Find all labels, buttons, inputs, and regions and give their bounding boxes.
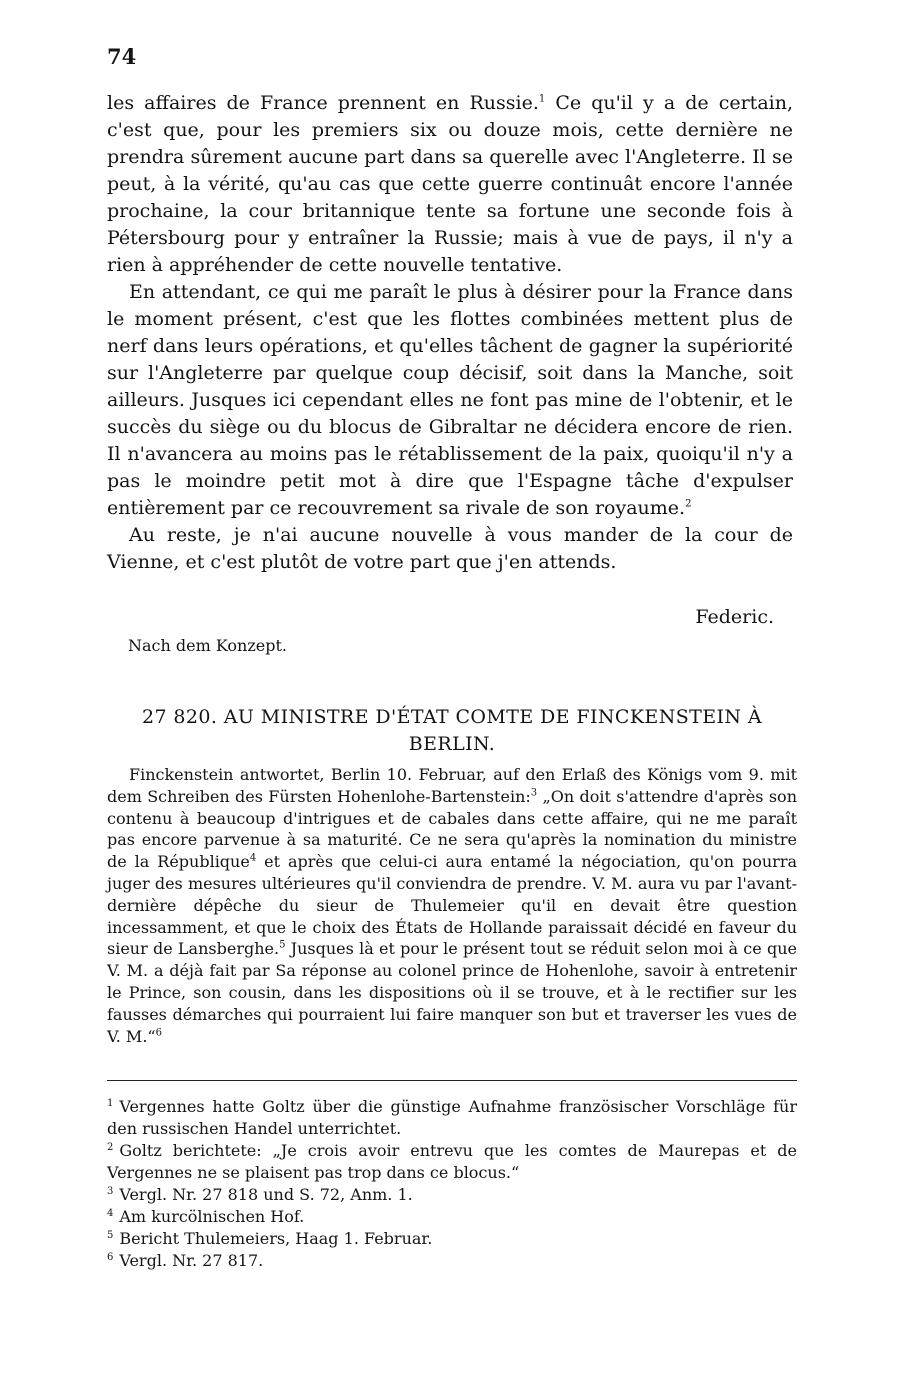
footnote-divider <box>107 1080 797 1081</box>
page-number: 74 <box>107 44 137 69</box>
footnote-mark: 4 <box>107 1207 114 1219</box>
footnotes <box>107 1096 797 1272</box>
signature: Federic. <box>695 606 774 628</box>
paragraph <box>107 90 793 279</box>
paragraph: Au reste, je n'ai aucune nouvelle à vous mander de la cour de Vienne, et c'est plutôt de votre part que j'en attends. <box>107 524 793 573</box>
footnote-text: Vergl. Nr. 27 817. <box>119 1251 264 1270</box>
paragraph-text: Ce qu'il y a de certain, c'est que, pour les premiers six ou douze mois, cette dernière ne prendra sûrement aucune part dans sa querelle avec l'Angleterre. Il se peut, à la vérité, qu'au cas que cette guerre continuât encore l'année prochaine, la cour britannique tente sa fortune une seconde fois à Pétersbourg pour y entraîner la Russie; mais à vue de pays, il n'y a rien à appréhender de cette nouvelle tentative. <box>107 92 793 276</box>
footnote <box>107 1206 797 1228</box>
summary-text: Finckenstein antwortet, Berlin 10. Februar, auf den Erlaß des Königs vom 9. mit dem Schreiben des Fürsten Hohenlohe-Bartenstein: <box>107 765 797 806</box>
footnote-ref: 2 <box>685 498 692 510</box>
letter-body <box>107 90 793 576</box>
footnote-ref: 1 <box>538 93 546 105</box>
footnote <box>107 1184 797 1206</box>
footnote-text: Bericht Thulemeiers, Haag 1. Februar. <box>119 1229 433 1248</box>
paragraph-text: En attendant, ce qui me paraît le plus à désirer pour la France dans le moment présent, c'est que les flottes combinées mettent plus de nerf dans leurs opérations, et qu'elles tâchent de gagner la supériorité sur l'Angleterre par quelque coup décisif, soit dans la Manche, soit ailleurs. Jusques ici cependant elles ne font pas mine de l'obtenir, et le succès du siège ou du blocus de Gibraltar ne décidera encore de rien. Il n'avancera au moins pas le rétablissement de la paix, quoiqu'il n'y a pas le moindre petit mot à dire que l'Espagne tâche d'expulser entièrement par ce recouvrement sa rivale de son royaume. <box>107 281 793 519</box>
footnote-text: Goltz berichtete: „Je crois avoir entrevu que les comtes de Maurepas et de Vergennes ne se plaisent pas trop dans ce blocus.“ <box>107 1141 797 1182</box>
footnote-mark: 2 <box>107 1141 114 1153</box>
footnote-ref: 4 <box>249 852 257 864</box>
footnote <box>107 1096 797 1140</box>
letter-summary <box>107 764 797 1047</box>
summary-paragraph <box>107 764 797 1047</box>
footnote-mark: 1 <box>107 1097 114 1109</box>
footnote <box>107 1250 797 1272</box>
footnote-mark: 5 <box>107 1229 114 1241</box>
paragraph <box>107 279 793 522</box>
footnote <box>107 1140 797 1184</box>
source-note: Nach dem Konzept. <box>128 636 287 655</box>
footnote-mark: 6 <box>107 1251 114 1263</box>
footnote-mark: 3 <box>107 1185 114 1197</box>
summary-text: „On doit s'attendre d'après son contenu à beaucoup d'intrigues et de cabales dans cette affaire, qui ne me paraît pas encore parvenue à sa maturité. Ce ne sera qu'après la nomination du ministre de la République <box>107 786 797 872</box>
summary-text: Jusques là et pour le présent tout se réduit selon moi à ce que V. M. a déjà fait par Sa réponse au colonel prince de Hohenlohe, savoir à entretenir le Prince, son cousin, dans les dispositions où il se trouve, et à le rectifier sur les fausses démarches qui pourraient lui faire manquer son but et traverser les vues de V. M.“ <box>107 939 797 1046</box>
footnote <box>107 1228 797 1250</box>
summary-text: et après que celui-ci aura entamé la négociation, qu'on pourra juger des mesures ultérieures qu'il conviendra de prendre. V. M. aura vu par l'avant-dernière dépêche du sieur de Thulemeier qu'il en devait être question incessamment, et que le choix des États de Hollande paraissait décidé en faveur du sieur de Lansberghe. <box>107 852 798 959</box>
footnote-ref: 5 <box>279 940 286 952</box>
footnote-ref: 3 <box>530 787 538 799</box>
letter-heading: 27 820. AU MINISTRE D'ÉTAT COMTE DE FINCKENSTEIN À BERLIN. <box>142 706 762 755</box>
footnote-ref: 6 <box>155 1027 162 1039</box>
footnote-text: Am kurcölnischen Hof. <box>119 1207 305 1226</box>
paragraph-text: les affaires de France prennent en Russie. <box>107 92 539 114</box>
footnote-text: Vergl. Nr. 27 818 und S. 72, Anm. 1. <box>119 1185 413 1204</box>
footnote-text: Vergennes hatte Goltz über die günstige Aufnahme französischer Vorschläge für den russischen Handel unterrichtet. <box>107 1097 797 1138</box>
